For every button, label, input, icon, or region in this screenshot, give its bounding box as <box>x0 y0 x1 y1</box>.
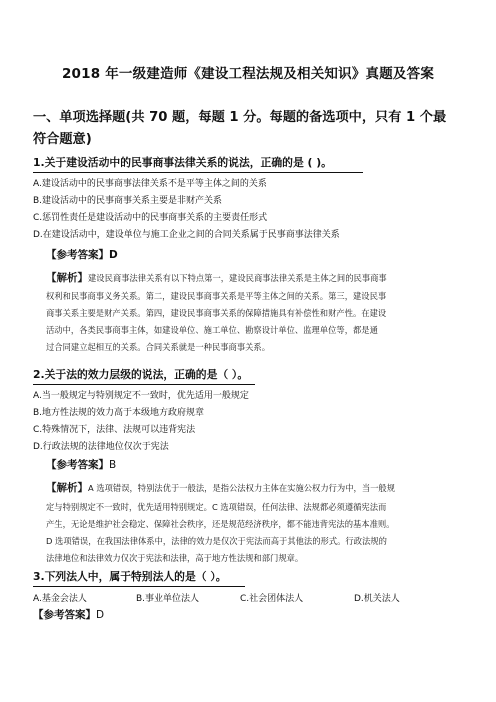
question-2-option-a: A.当一般规定与特别规定不一致时，优先适用一般规定 <box>33 391 249 401</box>
question-3-option-c: C.社会团体法人 <box>240 594 304 604</box>
question-3-options <box>33 591 453 603</box>
question-3-option-d: D.机关法人 <box>354 594 400 604</box>
question-2-answer <box>46 459 116 471</box>
question-1-analysis-line-2: 权利和民事商事义务关系。第二，建设民事商事关系是平等主体之间的关系。第三，建设民事 <box>46 291 387 301</box>
question-2-option-c: C.特殊情况下，法律、法规可以违背宪法 <box>33 425 196 435</box>
question-2-analysis-line-2: 定与特别规定不一致时，优先适用特别规定。C 选项错误，任何法律、法规都必须遵循宪法而 <box>46 502 387 512</box>
question-3-stem: 3.下列法人中，属于特别法人的是（ ）。 <box>33 570 227 583</box>
answer-label: 【参考答案】 <box>33 609 96 621</box>
question-2-underline <box>33 384 255 385</box>
question-1-option-c: C.惩罚性责任是建设活动中的民事商事关系的主要责任形式 <box>33 213 268 223</box>
analysis-label: 【解析】 <box>46 482 88 494</box>
answer-value: D <box>96 609 105 621</box>
document-title: 2018 年一级建造师《建设工程法规及相关知识》真题及答案 <box>61 66 435 82</box>
answer-label: 【参考答案】 <box>46 459 109 471</box>
section-heading <box>33 107 463 151</box>
question-2-analysis-line-1: 【解析】A 选项错误，特别法优于一般法，是指公法权力主体在实施公权力行为中，当一般规 <box>46 482 396 494</box>
question-3-option-b: B.事业单位法人 <box>136 594 200 604</box>
question-1-option-a: A.建设活动中的民事商事法律关系不是平等主体之间的关系 <box>33 179 267 189</box>
question-2-analysis-line-4: D 选项错误，在我国法律体系中，法律的效力是仅次于宪法而高于其他法的形式。行政法规的 <box>46 536 387 546</box>
question-1-answer <box>46 249 118 261</box>
question-3-option-a: A.基金会法人 <box>33 594 87 604</box>
answer-value: B <box>109 459 117 471</box>
answer-value: D <box>109 249 118 261</box>
question-2-option-d: D.行政法规的法律地位仅次于宪法 <box>33 442 169 452</box>
question-1-analysis-line-4: 活动中，各类民事商事主体，如建设单位、施工单位、勘察设计单位、监理单位等，都是通 <box>46 325 378 335</box>
question-2-analysis-line-5: 法律地位和法律效力仅次于宪法和法律，高于地方性法规和部门规章。 <box>46 553 304 563</box>
question-2-option-b: B.地方性法规的效力高于本级地方政府规章 <box>33 408 205 418</box>
answer-label: 【参考答案】 <box>46 249 109 261</box>
question-1-underline <box>33 172 363 173</box>
section-heading-line-2: 符合题意) <box>33 132 92 147</box>
question-3-underline <box>33 586 245 587</box>
question-1-option-b: B.建设活动中的民事商事关系主要是非财产关系 <box>33 196 223 206</box>
question-1-stem: 1.关于建设活动中的民事商事法律关系的说法，正确的是 ( )。 <box>33 156 332 169</box>
analysis-label: 【解析】 <box>46 272 88 284</box>
question-3-answer <box>33 609 104 621</box>
question-2-stem: 2.关于法的效力层级的说法，正确的是（ ）。 <box>33 368 249 381</box>
section-heading-line-1: 一、单项选择题(共 70 题，每题 1 分。每题的备选项中，只有 1 个最 <box>33 110 447 125</box>
question-1-option-d: D.在建设活动中，建设单位与施工企业之间的合同关系属于民事商事法律关系 <box>33 230 340 240</box>
question-1-analysis-line-1: 【解析】建设民商事法律关系有以下特点第一，建设民商事法律关系是主体之间的民事商事 <box>46 272 387 284</box>
question-2-analysis-line-3: 产生，无论是维护社会稳定、保障社会秩序，还是规范经济秩序，都不能违背宪法的基本准则。 <box>46 519 395 529</box>
question-1-analysis-line-3: 商事关系主要是财产关系。第四，建设民事商事关系的保障措施具有补偿性和财产性。在建设 <box>46 308 387 318</box>
question-1-analysis-line-5: 过合同建立起相互的关系。合同关系就是一种民事商事关系。 <box>46 342 271 352</box>
